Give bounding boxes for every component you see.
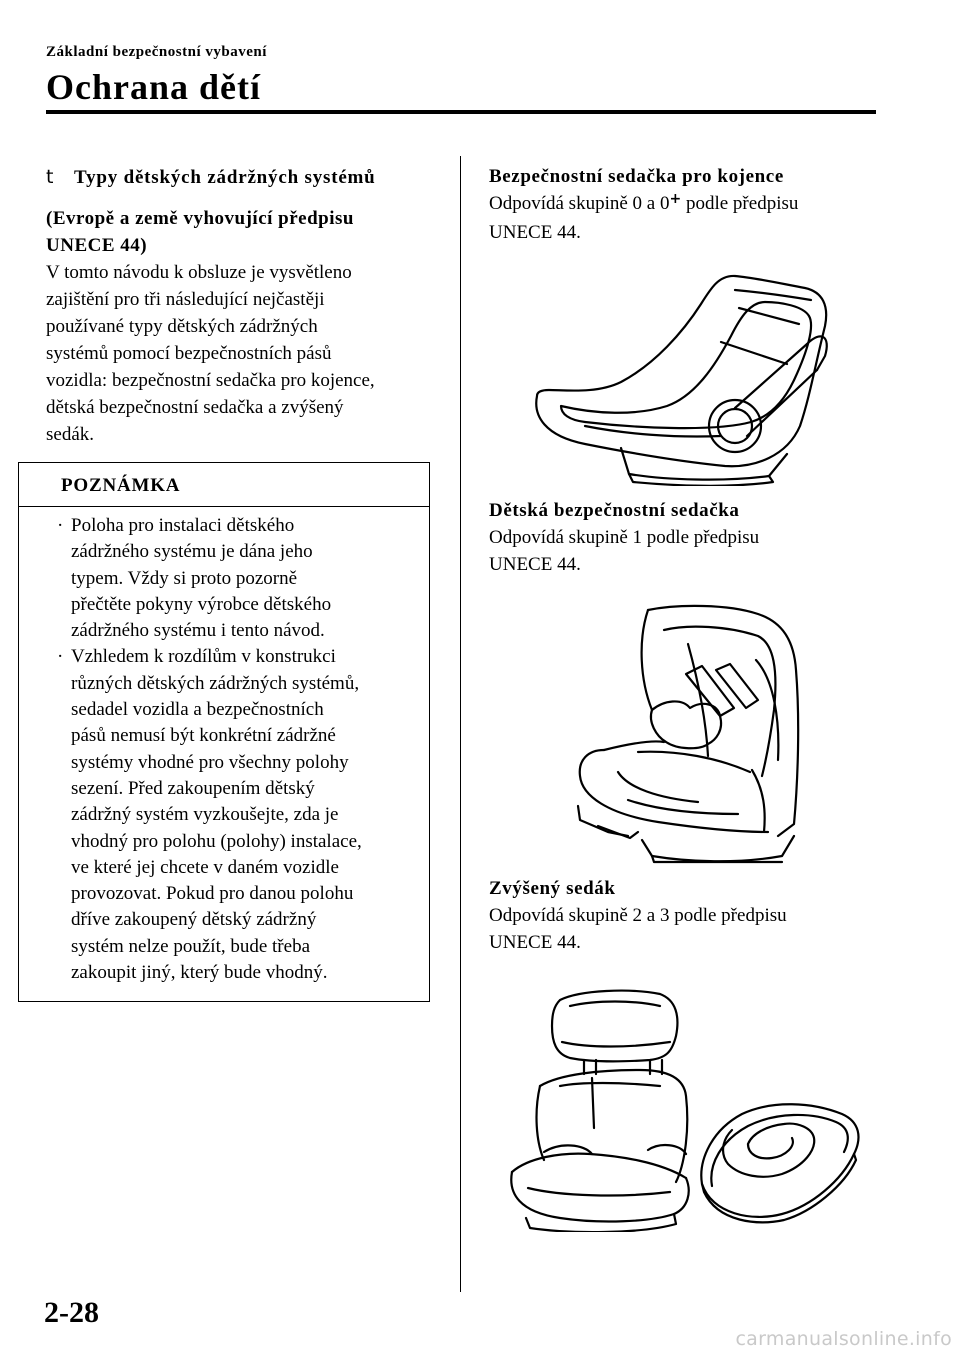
booster-line: Odpovídá skupině 2 a 3 podle předpisu [489, 905, 787, 926]
subheading [46, 205, 438, 259]
note-line: typem. Vždy si proto pozorně [71, 567, 298, 589]
booster-text [489, 902, 869, 956]
section-heading [46, 164, 438, 191]
subheading-line: UNECE 44) [46, 235, 148, 256]
child-seat-illustration [568, 600, 814, 866]
note-line: zakoupit jiný, který bude vhodný. [71, 962, 328, 984]
note-line: zádržný systém vyzkoušejte, zda je [71, 804, 339, 826]
infant-seat-heading: Bezpečnostní sedačka pro kojence [489, 166, 784, 187]
intro-line: systémů pomocí bezpečnostních pásů [46, 343, 332, 364]
intro-line: V tomto návodu k obsluze je vysvětleno [46, 262, 352, 283]
page-title: Ochrana dětí [46, 67, 261, 107]
subheading-line: (Evropě a země vyhovující předpisu [46, 208, 354, 229]
note-line: Vzhledem k rozdílům v konstrukci [71, 646, 336, 668]
note-item [53, 513, 423, 644]
child-seat-text [489, 524, 869, 578]
high-back-booster-illustration [500, 982, 700, 1232]
note-line: různých dětských zádržných systémů, [71, 672, 360, 694]
note-item [53, 644, 423, 986]
note-line: systémy vhodné pro všechny polohy [71, 751, 349, 773]
left-column [46, 164, 438, 448]
bullet: · [57, 515, 64, 536]
section-title: Typy dětských zádržných systémů [74, 167, 376, 188]
watermark: carmanualsonline.info [735, 1328, 952, 1350]
intro-line: dětská bezpečnostní sedačka a zvýšený [46, 397, 344, 418]
note-line: vhodný pro polohu (polohy) instalace, [71, 830, 362, 852]
note-line: sedadel vozidla a bezpečnostních [71, 699, 324, 721]
note-line: sezení. Před zakoupením dětský [71, 777, 315, 799]
intro-line: vozidla: bezpečnostní sedačka pro kojence, [46, 370, 375, 391]
note-line: provozovat. Pokud pro danou polohu [71, 883, 354, 905]
backless-booster-illustration [692, 1100, 864, 1224]
note-line: Poloha pro instalaci dětského [71, 515, 295, 536]
note-line: přečtěte pokyny výrobce dětského [71, 593, 332, 615]
intro-line: používané typy dětských zádržných [46, 316, 318, 337]
intro-line: zajištění pro tři následující nejčastěji [46, 289, 325, 310]
booster-heading: Zvýšený sedák [489, 878, 616, 899]
intro-line: sedák. [46, 424, 95, 445]
section-marker: t [46, 166, 55, 188]
note-line: zádržného systému je dána jeho [71, 541, 313, 563]
infant-seat-line: Odpovídá skupině 0 a 0+ podle předpisu [489, 191, 799, 214]
child-seat-section [489, 498, 869, 578]
note-line: systém nelze použít, bude třeba [71, 935, 311, 957]
child-seat-line: UNECE 44. [489, 554, 581, 575]
note-line: ve které jej chcete v daném vozidle [71, 856, 339, 878]
note-line: zádržného systému i tento návod. [71, 620, 325, 642]
note-box [18, 462, 430, 1002]
child-seat-line: Odpovídá skupině 1 podle předpisu [489, 527, 760, 548]
note-heading: POZNÁMKA [61, 475, 181, 496]
note-line: pásů nemusí být konkrétní zádržné [71, 725, 336, 747]
note-list [53, 513, 423, 986]
booster-section [489, 876, 869, 956]
booster-line: UNECE 44. [489, 932, 581, 953]
page-number: 2-28 [44, 1296, 99, 1329]
child-seat-heading: Dětská bezpečnostní sedačka [489, 500, 740, 521]
infant-seat-section [489, 164, 869, 246]
infant-seat-line: UNECE 44. [489, 222, 581, 243]
plus-superscript: + [669, 191, 682, 207]
infant-carrier-illustration [525, 266, 845, 486]
bullet: · [57, 646, 64, 668]
intro-paragraph [46, 259, 438, 448]
infant-seat-text [489, 190, 869, 246]
note-header [19, 463, 429, 507]
note-line: dříve zakoupený dětský zádržný [71, 909, 317, 931]
header-rule [46, 110, 876, 114]
column-divider [460, 156, 461, 1292]
breadcrumb: Základní bezpečnostní vybavení [46, 44, 267, 60]
